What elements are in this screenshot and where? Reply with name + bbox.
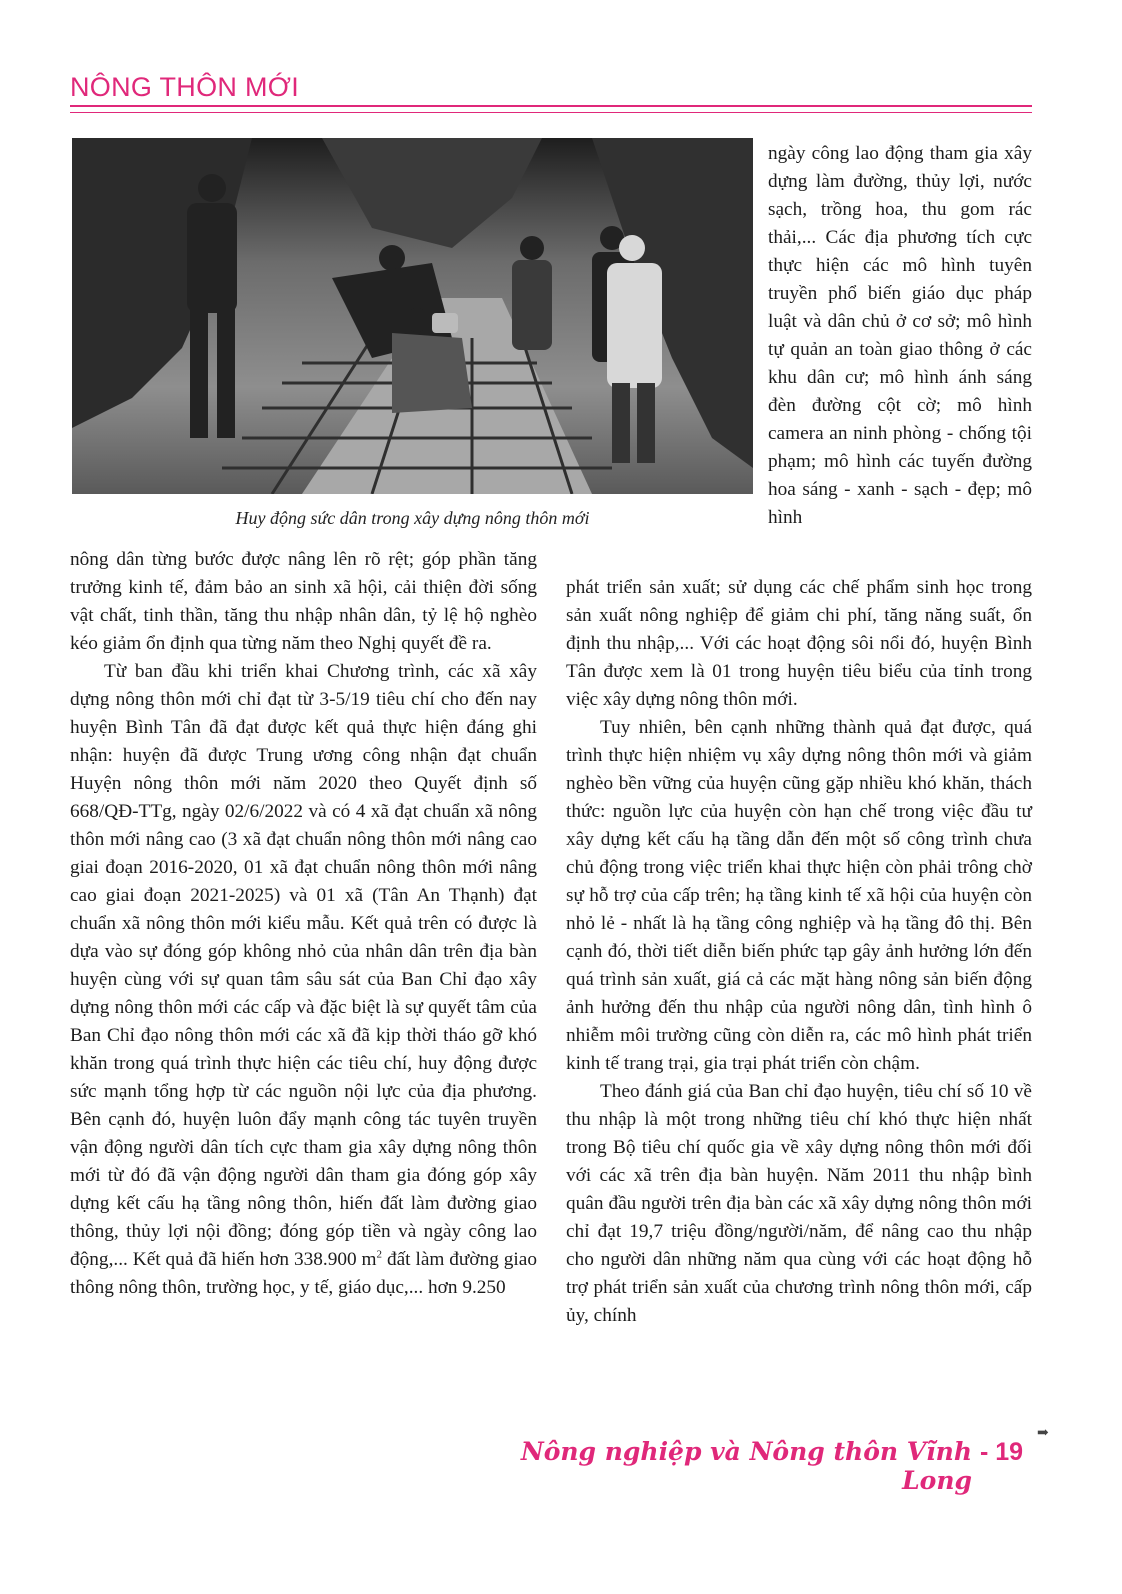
- paragraph: nông dân từng bước được nâng lên rõ rệt; góp phần tăng trưởng kinh tế, đảm bảo an sinh xã hội, cải thiện đời sống vật chất, tinh thần, tăng thu nhập nhân dân, tỷ lệ hộ nghèo kéo giảm ổn định qua từng năm theo Nghị quyết đề ra.: [70, 549, 537, 654]
- page-number: - 19: [980, 1438, 1024, 1466]
- paragraph: [70, 658, 537, 1302]
- paragraph: Tuy nhiên, bên cạnh những thành quả đạt được, quá trình thực hiện nhiệm vụ xây dựng nông thôn mới và giảm nghèo bền vững của huyện cũng gặp nhiều khó khăn, thách thức: nguồn lực của huyện còn hạn chế trong việc đầu tư xây dựng kết cấu hạ tầng dẫn đến một số công trình chưa chủ động trong việc triển khai thực hiện còn phải trông chờ sự hỗ trợ của cấp trên; hạ tầng kinh tế xã hội của huyện còn nhỏ lẻ - nhất là hạ tầng công nghiệp và hạ tầng đô thị. Bên cạnh đó, thời tiết diễn biến phức tạp gây ảnh hưởng lớn đến quá trình sản xuất, giá cả các mặt hàng nông sản biến động ảnh hưởng đến thu nhập của người nông dân, tình hình ô nhiễm môi trường cũng còn diễn ra, các mô hình phát triển kinh tế trang trại, gia trại phát triển còn chậm.: [566, 717, 1032, 1074]
- paragraph-text: đất làm đường giao thông nông thôn, trường học, y tế, giáo dục,... hơn 9.250: [70, 1249, 537, 1298]
- section-title: NÔNG THÔN MỚI: [70, 72, 300, 102]
- column-right: [566, 574, 1032, 1330]
- paragraph-text: Từ ban đầu khi triển khai Chương trình, các xã xây dựng nông thôn mới chỉ đạt từ 3-5/19 tiêu chí cho đến nay huyện Bình Tân đã đạt được kết quả thực hiện đáng ghi nhận: huyện đã được Trung ương công nhận đạt chuẩn Huyện nông thôn mới năm 2020 theo Quyết định số 668/QĐ-TTg, ngày 02/6/2022 và có 4 xã đạt chuẩn xã nông thôn mới nâng cao (3 xã đạt chuẩn nông thôn mới nâng cao giai đoạn 2016-2020, 01 xã đạt chuẩn nông thôn mới nâng cao giai đoạn 2021-2025) và 01 xã (Tân An Thạnh) đạt chuẩn xã nông thôn mới kiểu mẫu. Kết quả trên có được là dựa vào sự đóng góp không nhỏ của nhân dân trên địa bàn huyện cùng với sự quan tâm sâu sát của Ban Chỉ đạo xây dựng nông thôn mới các cấp và đặc biệt là sự quyết tâm của Ban Chỉ đạo nông thôn mới các xã đã kịp thời tháo gỡ khó khăn trong quá trình thực hiện các tiêu chí, huy động được sức mạnh tổng hợp từ các nguồn nội lực của địa phương. Bên cạnh đó, huyện luôn đẩy mạnh công tác tuyên truyền vận động người dân tích cực tham gia xây dựng nông thôn mới từ đó đã vận động người dân tham gia đóng góp xây dựng kết cấu hạ tầng nông thôn, hiến đất làm đường giao thông, thủy lợi nội đồng; đóng góp tiền và ngày công lao động,... Kết quả đã hiến hơn 338.900 m: [70, 661, 537, 1270]
- magazine-title: Nông nghiệp và Nông thôn Vĩnh Long: [520, 1437, 972, 1495]
- column-left: [70, 546, 537, 1302]
- header-rule-thin: [70, 112, 1032, 113]
- paragraph: Theo đánh giá của Ban chỉ đạo huyện, tiêu chí số 10 về thu nhập là một trong những tiêu chí khó thực hiện nhất trong Bộ tiêu chí quốc gia về xây dựng nông thôn mới đối với các xã trên địa bàn huyện. Năm 2011 thu nhập bình quân đầu người trên địa bàn các xã xây dựng nông thôn mới chỉ đạt 19,7 triệu đồng/người/năm, để nâng cao thu nhập cho người dân những năm qua cùng với các hoạt động hỗ trợ phát triển sản xuất của chương trình nông thôn mới, cấp ủy, chính: [566, 1081, 1032, 1326]
- paragraph: ngày công lao động tham gia xây dựng làm đường, thủy lợi, nước sạch, trồng hoa, thu gom rác thải,... Các địa phương tích cực thực hiện các mô hình tuyên truyền phổ biến giáo dục pháp luật và dân chủ ở cơ sở; mô hình tự quản an toàn giao thông ở các khu dân cư; mô hình ánh sáng đèn đường cột cờ; mô hình camera an ninh phòng - chống tội phạm; mô hình các tuyến đường hoa sáng - xanh - sạch - đẹp; mô hình: [768, 143, 1032, 528]
- article-photo: [72, 138, 753, 494]
- column-top-text: [768, 140, 1032, 532]
- arrow-right-icon: ➡: [1037, 1426, 1049, 1441]
- photo-caption: Huy động sức dân trong xây dựng nông thôn mới: [235, 508, 590, 528]
- paragraph: phát triển sản xuất; sử dụng các chế phẩm sinh học trong sản xuất nông nghiệp để giảm chi phí, tăng năng suất, ổn định thu nhập,... Với các hoạt động sôi nổi đó, huyện Bình Tân được xem là 01 trong huyện tiêu biểu của tỉnh trong việc xây dựng nông thôn mới.: [566, 577, 1032, 710]
- header-rule: [70, 105, 1032, 107]
- superscript: 2: [376, 1248, 383, 1261]
